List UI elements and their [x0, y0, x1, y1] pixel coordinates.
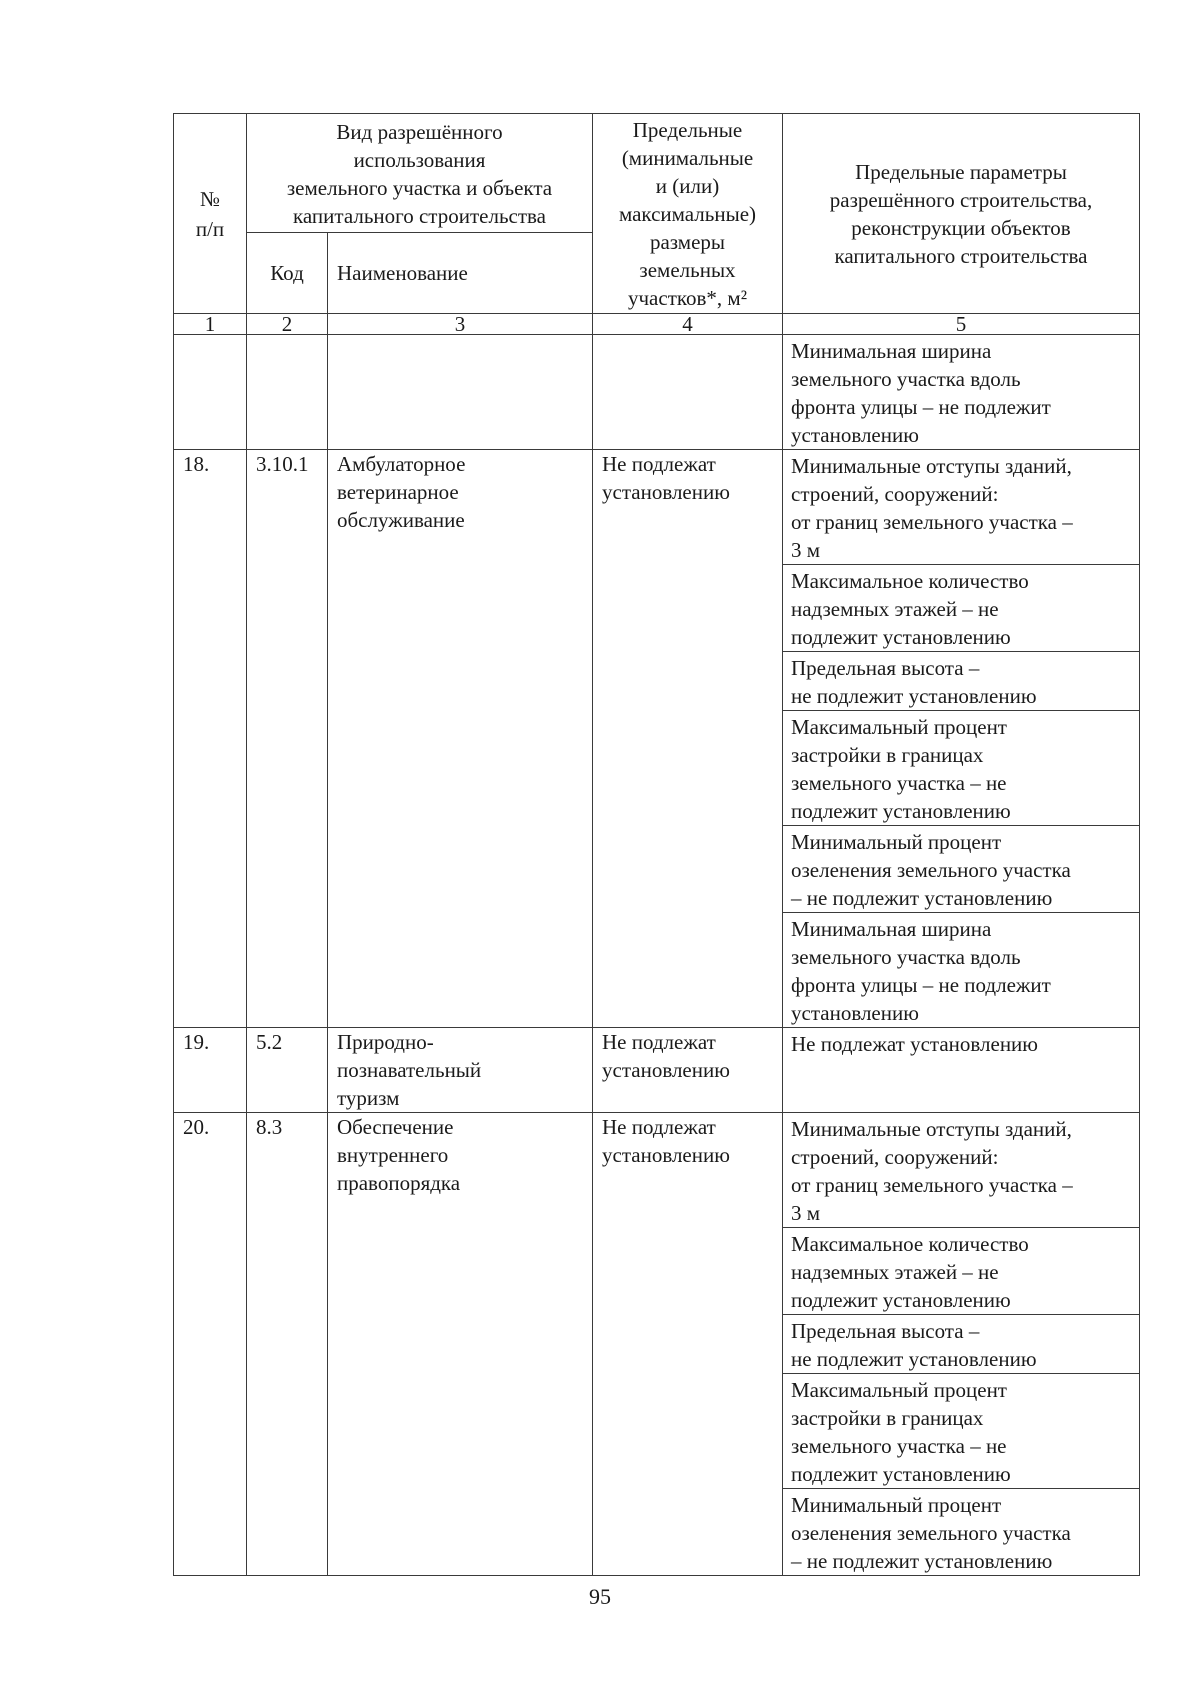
column-number: 1 [174, 314, 247, 335]
column-number: 2 [247, 314, 328, 335]
param-cell: Максимальное количество надземных этажей – не подлежит установлению [783, 565, 1140, 652]
row-number: 20. [174, 1113, 247, 1576]
param-cell: Предельная высота – не подлежит установлению [783, 1315, 1140, 1374]
param-cell: Минимальный процент озеленения земельного участка – не подлежит установлению [783, 826, 1140, 913]
header-plot-size: Предельные (минимальные и (или) максимальные) размеры земельных участков*, м² [593, 114, 783, 314]
row-code: 5.2 [247, 1028, 328, 1113]
table-row [174, 1113, 1140, 1228]
table-row [174, 450, 1140, 565]
column-number-row [174, 314, 1140, 335]
param-cell: Минимальная ширина земельного участка вдоль фронта улицы – не подлежит установлению [783, 335, 1140, 450]
row-size: Не подлежат установлению [593, 450, 783, 1028]
page-number: 95 [589, 1584, 611, 1609]
row-name: Природно- познавательный туризм [328, 1028, 593, 1113]
param-cell: Минимальный процент озеленения земельного участка – не подлежит установлению [783, 1489, 1140, 1576]
param-cell: Минимальные отступы зданий, строений, сооружений: от границ земельного участка – 3 м [783, 450, 1140, 565]
param-cell: Не подлежат установлению [783, 1028, 1140, 1113]
param-cell: Максимальное количество надземных этажей – не подлежит установлению [783, 1228, 1140, 1315]
row-size: Не подлежат установлению [593, 1028, 783, 1113]
column-number: 4 [593, 314, 783, 335]
header-row-top [174, 114, 1140, 233]
header-code: Код [247, 233, 328, 314]
param-cell: Предельная высота – не подлежит установлению [783, 652, 1140, 711]
table-row [174, 1028, 1140, 1113]
row-name: Обеспечение внутреннего правопорядка [328, 1113, 593, 1576]
param-cell: Минимальная ширина земельного участка вдоль фронта улицы – не подлежит установлению [783, 913, 1140, 1028]
continuation-row [174, 335, 1140, 450]
header-permitted-use: Вид разрешённого использования земельного участка и объекта капитального строительства [247, 114, 593, 233]
row-code: 3.10.1 [247, 450, 328, 1028]
header-name: Наименование [328, 233, 593, 314]
column-number: 3 [328, 314, 593, 335]
zoning-parameters-table [173, 113, 1140, 1576]
param-cell: Максимальный процент застройки в границах земельного участка – не подлежит установлению [783, 1374, 1140, 1489]
column-number: 5 [783, 314, 1140, 335]
header-construction-params: Предельные параметры разрешённого строительства, реконструкции объектов капитального строительства [783, 114, 1140, 314]
row-number: 19. [174, 1028, 247, 1113]
row-code: 8.3 [247, 1113, 328, 1576]
row-name: Амбулаторное ветеринарное обслуживание [328, 450, 593, 1028]
row-size: Не подлежат установлению [593, 1113, 783, 1576]
header-number: № п/п [174, 114, 247, 314]
param-cell: Максимальный процент застройки в границах земельного участка – не подлежит установлению [783, 711, 1140, 826]
row-number: 18. [174, 450, 247, 1028]
param-cell: Минимальные отступы зданий, строений, сооружений: от границ земельного участка – 3 м [783, 1113, 1140, 1228]
